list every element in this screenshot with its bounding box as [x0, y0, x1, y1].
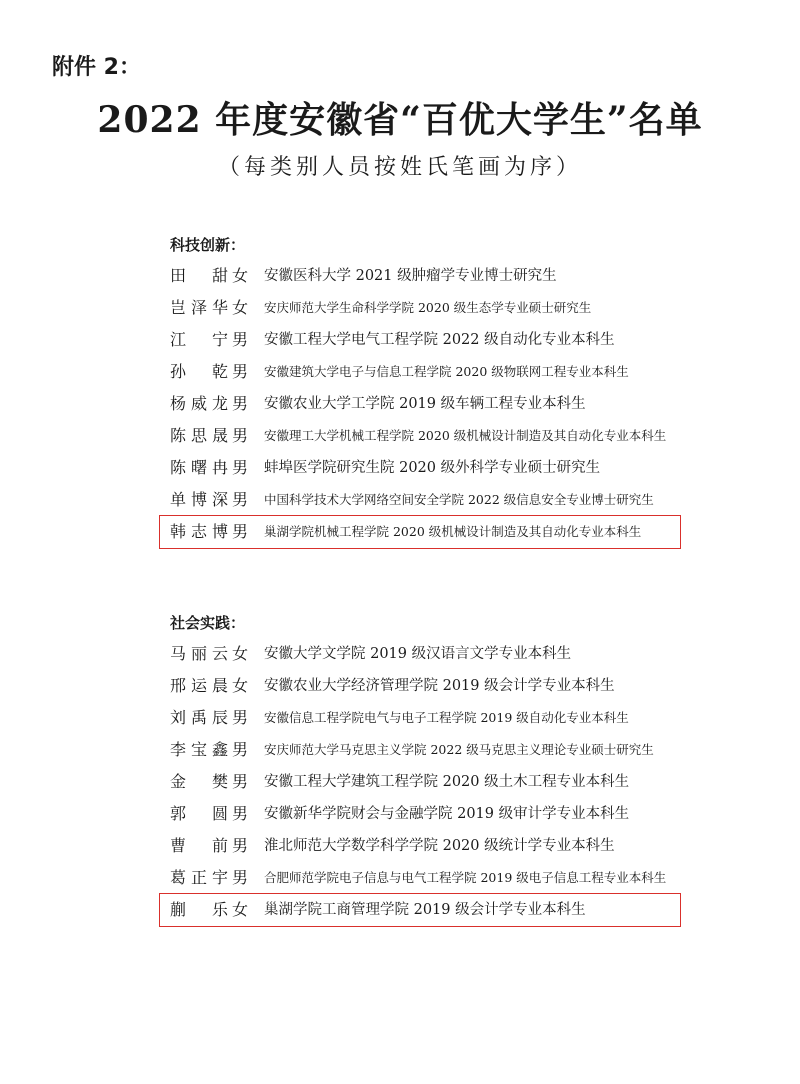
person-name: 郭 圆	[170, 804, 228, 823]
document-title: 2022 年度安徽省“百优大学生”名单	[97, 99, 703, 141]
person-gender: 男	[232, 708, 249, 727]
person-description: 安徽建筑大学电子与信息工程学院 2020 级物联网工程专业本科生	[264, 364, 629, 379]
person-name: 金 樊	[170, 772, 228, 791]
person-name: 陈曙冉	[170, 458, 228, 477]
list-item	[160, 638, 680, 670]
person-gender: 女	[232, 266, 249, 285]
person-name: 孙 乾	[170, 362, 228, 381]
person-gender: 男	[232, 394, 249, 413]
person-description: 蚌埠医学院研究生院 2020 级外科学专业硕士研究生	[264, 460, 601, 476]
section-tech-innovation	[160, 232, 680, 548]
person-gender: 女	[232, 900, 249, 919]
section-social-practice	[160, 610, 680, 926]
person-description: 淮北师范大学数学科学学院 2020 级统计学专业本科生	[264, 838, 615, 854]
list-item	[160, 260, 680, 292]
list-item	[160, 766, 680, 798]
person-name: 李宝鑫	[170, 740, 228, 759]
person-description: 安徽工程大学电气工程学院 2022 级自动化专业本科生	[264, 332, 615, 348]
person-gender: 男	[232, 490, 249, 509]
list-item	[160, 388, 680, 420]
person-gender: 男	[232, 772, 249, 791]
person-gender: 男	[232, 836, 249, 855]
person-name: 曹 前	[170, 836, 228, 855]
person-name: 刘禹辰	[170, 708, 228, 727]
list-item	[160, 452, 680, 484]
list-item	[160, 830, 680, 862]
person-name: 邢运晨	[170, 676, 228, 695]
person-description: 中国科学技术大学网络空间安全学院 2022 级信息安全专业博士研究生	[264, 492, 654, 507]
list-item	[160, 798, 680, 830]
section-heading: 社会实践：	[170, 614, 246, 632]
person-gender: 男	[232, 522, 249, 541]
person-description: 巢湖学院机械工程学院 2020 级机械设计制造及其自动化专业本科生	[264, 524, 642, 539]
person-description: 安庆师范大学马克思主义学院 2022 级马克思主义理论专业硕士研究生	[264, 742, 654, 757]
person-name: 杨威龙	[170, 394, 228, 413]
list-item	[160, 702, 680, 734]
person-gender: 男	[232, 868, 249, 887]
person-name: 马丽云	[170, 644, 228, 663]
person-gender: 男	[232, 362, 249, 381]
person-description: 合肥师范学院电子信息与电气工程学院 2019 级电子信息工程专业本科生	[264, 870, 667, 885]
person-gender: 女	[232, 298, 249, 317]
person-description: 安徽农业大学经济管理学院 2019 级会计学专业本科生	[264, 678, 615, 694]
person-name: 韩志博	[170, 522, 228, 541]
person-description: 安徽新华学院财会与金融学院 2019 级审计学专业本科生	[264, 806, 630, 822]
person-gender: 男	[232, 458, 249, 477]
list-item	[160, 734, 680, 766]
person-description: 安徽信息工程学院电气与电子工程学院 2019 级自动化专业本科生	[264, 710, 629, 725]
person-description: 安徽大学文学院 2019 级汉语言文学专业本科生	[264, 646, 572, 662]
person-gender: 女	[232, 644, 249, 663]
person-name: 蒯 乐	[170, 900, 228, 919]
person-description: 安徽医科大学 2021 级肿瘤学专业博士研究生	[264, 268, 557, 284]
person-gender: 男	[232, 740, 249, 759]
person-description: 安徽工程大学建筑工程学院 2020 级土木工程专业本科生	[264, 774, 630, 790]
list-item	[160, 324, 680, 356]
list-item	[160, 862, 680, 894]
list-item	[160, 670, 680, 702]
list-item	[160, 484, 680, 516]
person-name: 葛正宇	[170, 868, 228, 887]
highlighted-list-item	[160, 894, 680, 926]
person-gender: 女	[232, 676, 249, 695]
list-item	[160, 356, 680, 388]
highlighted-list-item	[160, 516, 680, 548]
list-item	[160, 420, 680, 452]
person-gender: 男	[232, 426, 249, 445]
person-gender: 男	[232, 330, 249, 349]
person-name: 江 宁	[170, 330, 228, 349]
person-gender: 男	[232, 804, 249, 823]
section-heading: 科技创新：	[170, 236, 246, 254]
person-description: 安徽农业大学工学院 2019 级车辆工程专业本科生	[264, 396, 586, 412]
list-item	[160, 292, 680, 324]
attachment-label: 附件 2：	[52, 55, 141, 80]
person-name: 岂泽华	[170, 298, 228, 317]
document-subtitle: （每类别人员按姓氏笔画为序）	[217, 155, 582, 180]
person-description: 巢湖学院工商管理学院 2019 级会计学专业本科生	[264, 902, 586, 918]
person-name: 陈思晟	[170, 426, 228, 445]
person-name: 单博深	[170, 490, 228, 509]
person-description: 安庆师范大学生命科学学院 2020 级生态学专业硕士研究生	[264, 300, 592, 315]
person-name: 田 甜	[170, 266, 228, 285]
person-description: 安徽理工大学机械工程学院 2020 级机械设计制造及其自动化专业本科生	[264, 428, 667, 443]
